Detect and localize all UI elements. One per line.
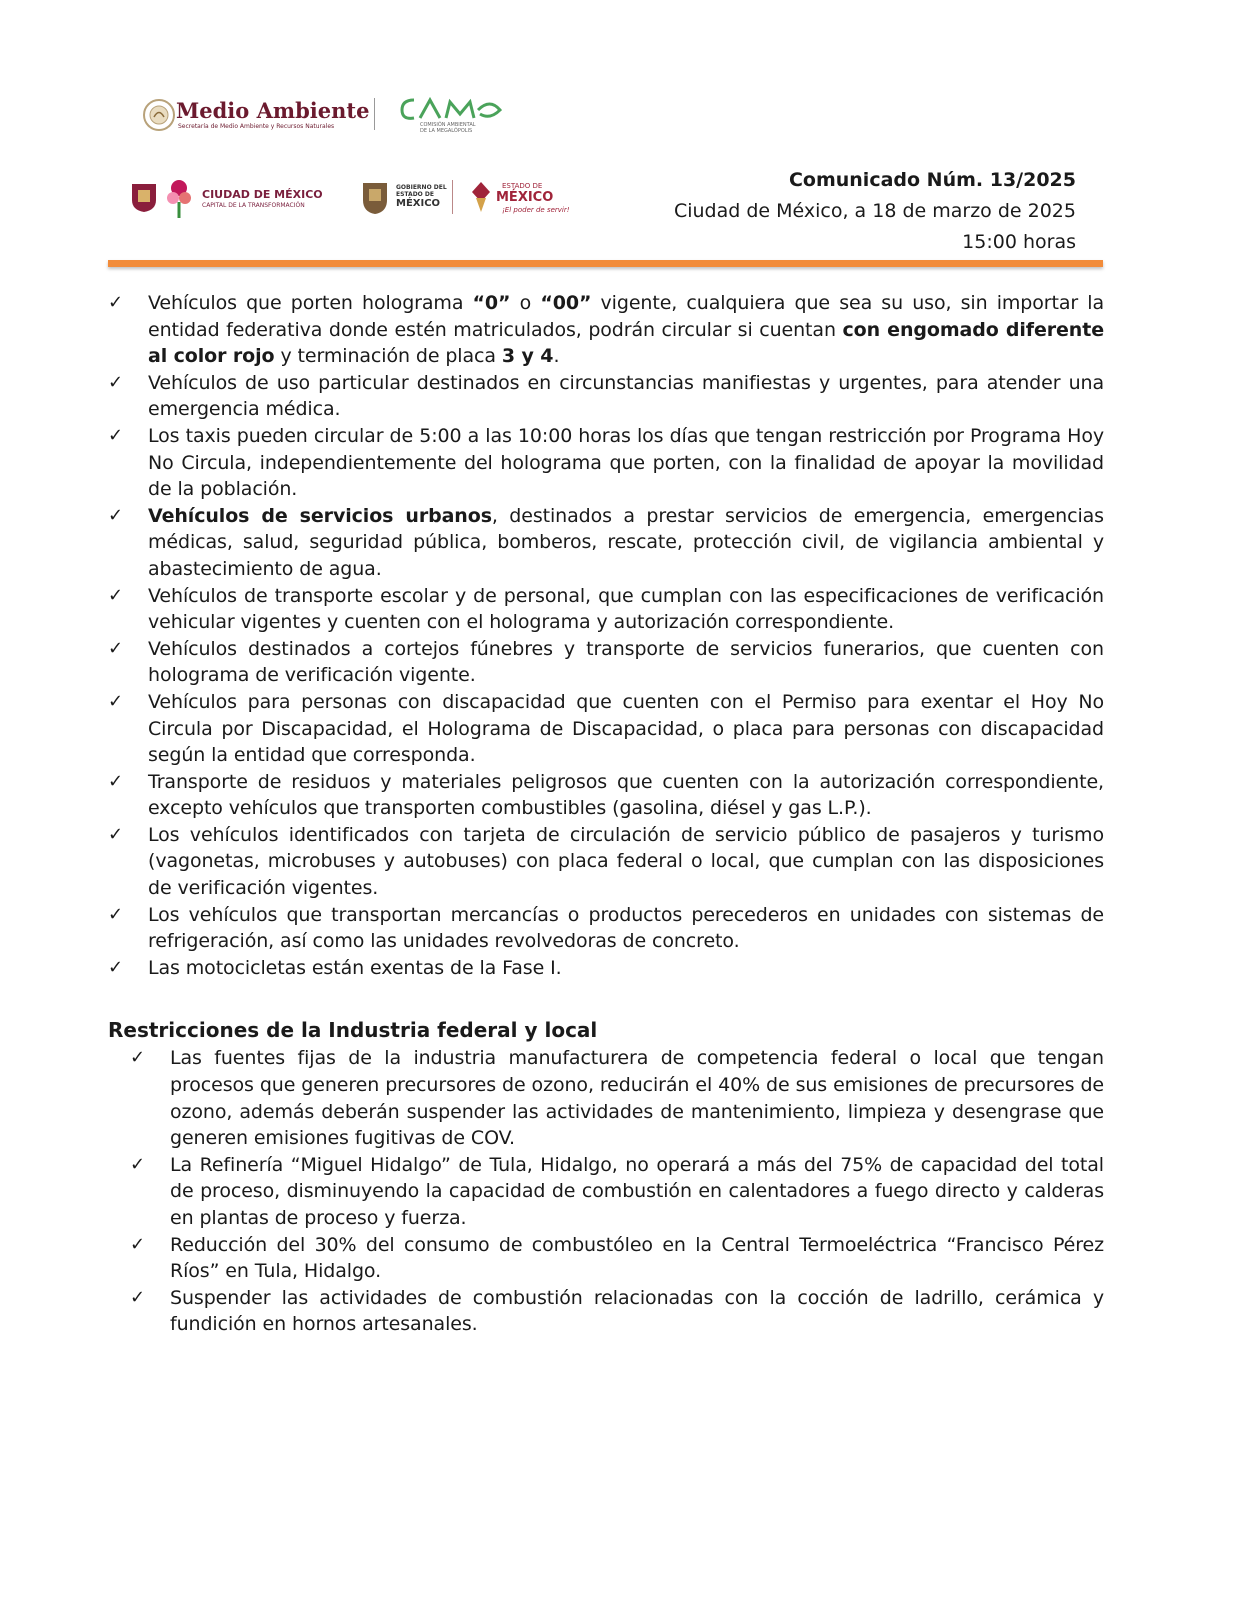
mexico-seal-icon xyxy=(142,98,176,132)
list-item: ✓ Las motocicletas están exentas de la Fase I. xyxy=(108,955,1104,982)
medio-ambiente-subtitle: Secretaría de Medio Ambiente y Recursos Naturales xyxy=(178,123,335,130)
check-icon: ✓ xyxy=(108,770,123,792)
logo-divider xyxy=(374,98,375,130)
list-item: ✓ Vehículos para personas con discapacidad que cuenten con el Permiso para exentar el Hoy No Circula por Discapacidad, el Holograma de Discapacidad, o placa para personas con discapacidad según la entidad que corresponda. xyxy=(108,690,1104,767)
document-body xyxy=(108,290,1104,1338)
list-item: ✓ Suspender las actividades de combustión relacionadas con la cocción de ladrillo, cerámica y fundición en hornos artesanales. xyxy=(130,1286,1104,1336)
list-item: ✓ Las fuentes fijas de la industria manufacturera de competencia federal o local que tengan procesos que generen precursores de ozono, reducirán el 40% de sus emisiones de precursores de ozono, además deberán suspender las actividades de mantenimiento, limpieza y desengrase que generen emisiones fugitivas de COV. xyxy=(130,1047,1104,1150)
check-icon: ✓ xyxy=(108,292,123,313)
check-icon: ✓ xyxy=(108,584,123,606)
industry-restrictions-list xyxy=(130,1045,1104,1338)
check-icon: ✓ xyxy=(108,690,123,712)
list-item: ✓ Vehículos que porten holograma “0” o “00” vigente, cualquiera que sea su uso, sin importar la entidad federativa donde estén matriculados, podrán circular si cuentan con engomado diferente al color rojo y terminación de placa 3 y 4. xyxy=(108,292,1105,368)
cdmx-shield-icon xyxy=(130,182,158,214)
list-item: ✓ Transporte de residuos y materiales peligrosos que cuenten con la autorización correspondiente, excepto vehículos que transporten combustibles (gasolina, diésel y gas L.P.). xyxy=(108,770,1104,820)
mexico-label: MÉXICO xyxy=(496,190,554,205)
check-icon: ✓ xyxy=(130,1233,145,1255)
section-title: Restricciones de la Industria federal y local xyxy=(108,1018,598,1043)
cdmx-subtitle: CAPITAL DE LA TRANSFORMACIÓN xyxy=(202,202,305,209)
list-item: ✓ Vehículos de transporte escolar y de personal, que cumplan con las especificaciones de verificación vehicular vigentes y cuenten con el holograma y autorización correspondiente. xyxy=(108,584,1104,634)
check-icon: ✓ xyxy=(130,1153,145,1175)
check-icon: ✓ xyxy=(130,1047,145,1069)
medio-ambiente-title: Medio Ambiente xyxy=(176,98,370,123)
list-item: ✓ La Refinería “Miguel Hidalgo” de Tula, Hidalgo, no operará a más del 75% de capacidad del total de proceso, disminuyendo la capacidad de combustión en calentadores a fuego directo y calderas en plantas de proceso y fuerza. xyxy=(130,1153,1104,1229)
list-item: ✓ Los taxis pueden circular de 5:00 a las 10:00 horas los días que tengan restricción por Programa Hoy No Circula, independientemente del holograma que porten, con la finalidad de apoyar la movilidad de la población. xyxy=(108,424,1104,501)
list-item: ✓ Reducción del 30% del consumo de combustóleo en la Central Termoeléctrica “Francisco Pérez Ríos” en Tula, Hidalgo. xyxy=(130,1233,1104,1283)
header-divider xyxy=(108,260,1103,267)
check-icon: ✓ xyxy=(108,637,123,659)
edomex-shield-icon xyxy=(360,180,390,216)
time: 15:00 horas xyxy=(962,231,1076,253)
edomex-government-text: GOBIERNO DEL ESTADO DE MÉXICO xyxy=(396,184,447,209)
check-icon: ✓ xyxy=(108,956,123,978)
list-item: ✓ Los vehículos que transportan mercancías o productos perecederos en unidades con sistemas de refrigeración, así como las unidades revolvedoras de concreto. xyxy=(108,903,1104,953)
list-item: ✓ Vehículos de servicios urbanos, destinados a prestar servicios de emergencia, emergencias médicas, salud, seguridad pública, bomberos, rescate, protección civil, de vigilancia ambiental y abastecimiento de agua. xyxy=(108,504,1104,580)
list-item: ✓ Vehículos de uso particular destinados en circunstancias manifiestas y urgentes, para atender una emergencia médica. xyxy=(108,371,1104,421)
check-icon: ✓ xyxy=(108,823,123,845)
list-item: ✓ Los vehículos identificados con tarjeta de circulación de servicio público de pasajeros y turismo (vagonetas, microbuses y autobuses) con placa federal o local, que cumplan con las disposiciones de verificación vigentes. xyxy=(108,823,1104,900)
cdmx-title: CIUDAD DE MÉXICO xyxy=(202,188,323,201)
came-logo-icon xyxy=(400,96,504,122)
cdmx-flower-icon xyxy=(164,176,194,220)
check-icon: ✓ xyxy=(108,504,123,526)
list-item: ✓ Vehículos destinados a cortejos fúnebres y transporte de servicios funerarios, que cuenten con holograma de verificación vigente. xyxy=(108,637,1104,687)
estado-de-label: ESTADO DE xyxy=(502,182,543,190)
government-logos xyxy=(130,176,570,222)
medio-ambiente-logo xyxy=(142,96,522,136)
came-subtitle: COMISIÓN AMBIENTAL DE LA MEGALÓPOLIS xyxy=(420,122,476,134)
check-icon: ✓ xyxy=(108,371,123,393)
comunicado-number: Comunicado Núm. 13/2025 xyxy=(788,169,1076,191)
check-icon: ✓ xyxy=(108,903,123,925)
check-icon: ✓ xyxy=(130,1286,145,1308)
slogan: ¡El poder de servir! xyxy=(502,206,570,214)
estado-de-mexico-logo-icon xyxy=(466,178,496,216)
vehicle-exemptions-list xyxy=(108,290,1104,981)
place-date: Ciudad de México, a 18 de marzo de 2025 xyxy=(673,200,1076,222)
logo-divider xyxy=(452,180,453,214)
comunicado-header xyxy=(674,165,1076,258)
check-icon: ✓ xyxy=(108,424,123,446)
